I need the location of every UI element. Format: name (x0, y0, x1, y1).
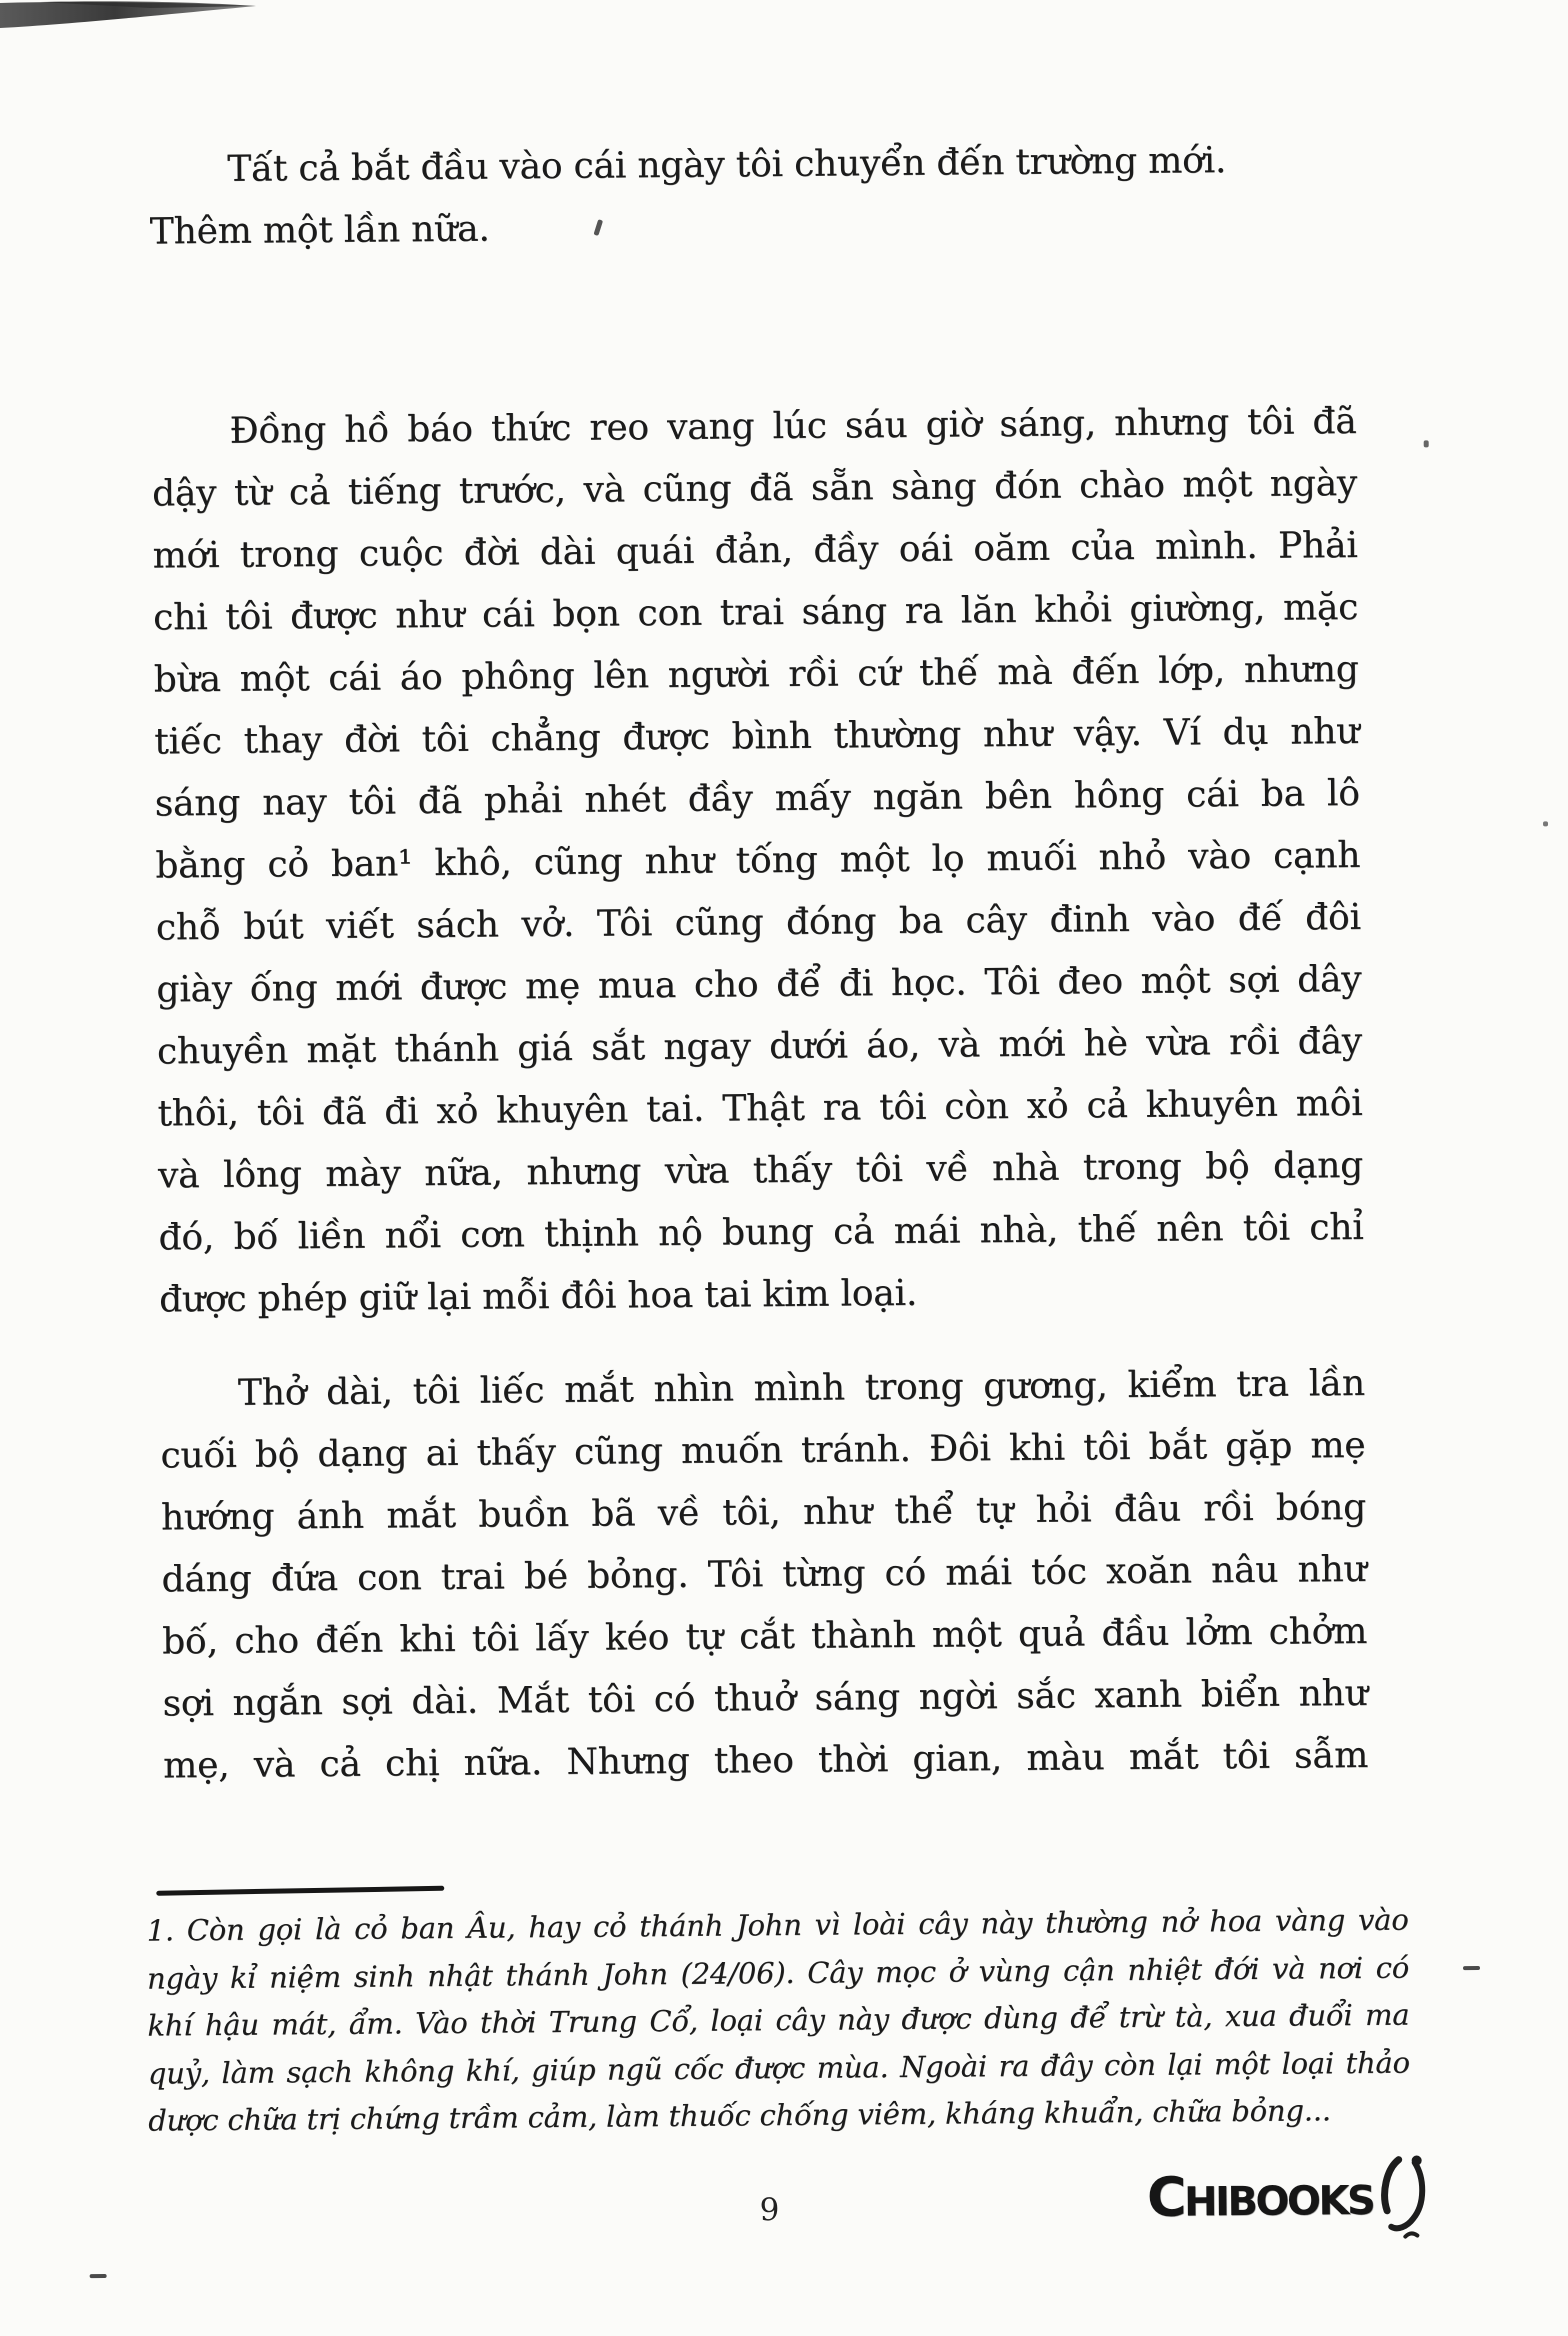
text-line: mới trong cuộc đời dài quái đản, đầy oái oăm của mình. Phải (152, 524, 1358, 577)
footnote-divider (156, 1886, 444, 1896)
text-line: được phép giữ lại mỗi đôi hoa tai kim loại. (158, 1272, 918, 1321)
footnote (146, 1897, 1410, 2146)
footnote-line: 1. Còn gọi là cỏ ban Âu, hay cỏ thánh John vì loài cây này thường nở hoa vàng vào (146, 1902, 1409, 1948)
text-line: bừa một cái áo phông lên người rồi cứ thế mà đến lớp, nhưng (153, 648, 1359, 701)
text-line: bằng cỏ ban¹ khô, cũng như tống một lọ muối nhỏ vào cạnh (155, 834, 1361, 887)
footnote-line: quỷ, làm sạch không khí, giúp ngũ cốc được mùa. Ngoài ra đây còn lại một loại thảo (147, 2045, 1410, 2091)
text-line: và lông mày nữa, nhưng vừa thấy tôi về nhà trong bộ dạng (157, 1144, 1364, 1197)
scan-speck (1543, 821, 1548, 826)
text-line: dậy từ cả tiếng trước, và cũng đã sẵn sàng đón chào một ngày (151, 462, 1358, 515)
text-line: Thở dài, tôi liếc mắt nhìn mình trong gương, kiểm tra lần (237, 1362, 1366, 1414)
scan-speck (1424, 440, 1429, 447)
text-line: chi tôi được như cái bọn con trai sáng ra lăn khỏi giường, mặc (152, 586, 1359, 639)
footnote-line: khí hậu mát, ẩm. Vào thời Trung Cổ, loại cây này được dùng để trừ tà, xua đuổi ma (147, 1997, 1410, 2043)
text-line: sợi ngắn sợi dài. Mắt tôi có thuở sáng ngời sắc xanh biển như (162, 1672, 1368, 1725)
footnote-line: ngày kỉ niệm sinh nhật thánh John (24/06). Cây mọc ở vùng cận nhiệt đới và nơi có (146, 1950, 1410, 1996)
text-line: đó, bố liền nổi cơn thịnh nộ bung cả mái nhà, thế nên tôi chỉ (158, 1206, 1364, 1259)
text-line: giày ống mới được mẹ mua cho để đi học. Tôi đeo một sợi dây (156, 958, 1362, 1011)
text-line: hướng ánh mắt buồn bã về tôi, như thể tự hỏi đâu rồi bóng (160, 1486, 1367, 1539)
scan-speck (1463, 1966, 1480, 1970)
page-number: 9 (759, 2192, 780, 2229)
text-line: thôi, tôi đã đi xỏ khuyên tai. Thật ra tôi còn xỏ cả khuyên môi (157, 1082, 1363, 1135)
text-line: Tất cả bắt đầu vào cái ngày tôi chuyển đến trường mới. (227, 140, 1227, 190)
text-line: dáng đứa con trai bé bỏng. Tôi từng có mái tóc xoăn nâu như (161, 1548, 1367, 1601)
text-line: tiếc thay đời tôi chẳng được bình thường như vậy. Ví dụ như (154, 710, 1360, 763)
body-paragraph-2 (160, 1353, 1369, 1797)
footnote-line: dược chữa trị chứng trầm cảm, làm thuốc chống viêm, kháng khuẩn, chữa bỏng... (148, 2093, 1332, 2138)
text-line: Đồng hồ báo thức reo vang lúc sáu giờ sáng, nhưng tôi đã (229, 400, 1357, 452)
text-line: cuối bộ dạng ai thấy cũng muốn tránh. Đôi khi tôi bắt gặp mẹ (160, 1424, 1366, 1477)
text-line: bố, cho đến khi tôi lấy kéo tự cắt thành một quả đầu lởm chởm (161, 1610, 1368, 1663)
opening-paragraph (149, 129, 1355, 264)
text-line: chuyền mặt thánh giá sắt ngay dưới áo, và mới hè vừa rồi đây (156, 1020, 1363, 1073)
text-line: Thêm một lần nữa. (149, 208, 490, 253)
scan-speck (90, 2274, 107, 2278)
text-line: mẹ, và cả chị nữa. Nhưng theo thời gian, màu mắt tôi sẫm (163, 1734, 1369, 1787)
text-line: sáng nay tôi đã phải nhét đầy mấy ngăn bên hông cái ba lô (154, 772, 1360, 825)
text-line: chỗ bút viết sách vở. Tôi cũng đóng ba cây đinh vào đế đôi (155, 896, 1362, 949)
publisher-logo-text: CHIBOOKS (1146, 2165, 1374, 2229)
logo-flourish-icon (1375, 2152, 1438, 2245)
body-paragraph-1 (151, 391, 1364, 1331)
publisher-logo (1147, 2160, 1438, 2247)
